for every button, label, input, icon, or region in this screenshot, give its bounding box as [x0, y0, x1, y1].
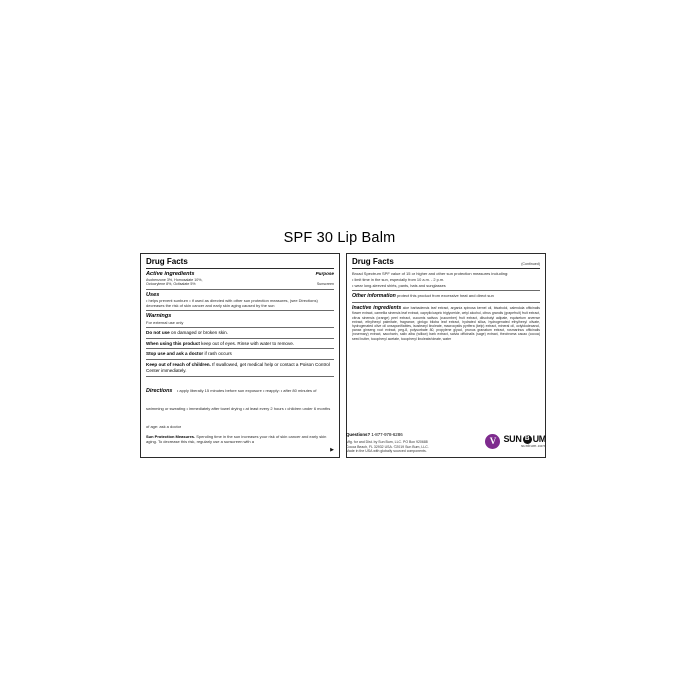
mfg-line: Made in the USA with globally sourced components.	[346, 449, 427, 454]
section-divider	[146, 376, 334, 377]
sun-protection-measures	[146, 434, 334, 444]
heading-rule	[146, 268, 334, 269]
warning-item	[146, 362, 334, 373]
warning-bold: Keep out of reach of children.	[146, 362, 211, 368]
questions-line	[346, 432, 429, 437]
section-divider	[146, 289, 334, 290]
section-divider	[146, 327, 334, 328]
mfg-line: Cocoa Beach, FL 32932 USA. ©2019 Sun Bum, LLC.	[346, 444, 429, 449]
warning-bold: Stop use and ask a doctor	[146, 351, 204, 357]
section-divider	[146, 310, 334, 311]
warning-rest: on damaged or broken skin.	[171, 329, 228, 335]
drug-facts-heading-left: Drug Facts	[146, 257, 188, 266]
uses-label: Uses	[146, 292, 160, 299]
brand-b-badge: B	[523, 435, 532, 444]
brand-sun: SUN	[503, 433, 522, 444]
sun-protection-label: Sun Protection Measures.	[146, 433, 196, 439]
active-ingredients-table	[146, 278, 334, 287]
directions-label: Directions	[146, 387, 173, 394]
sun-bum-logo	[503, 435, 546, 449]
warning-item	[146, 341, 334, 347]
drug-facts-heading-right: Drug Facts	[352, 257, 394, 266]
brand-area	[485, 432, 546, 449]
uses-text: • helps prevent sunburn • if used as directed with other sun protection measures, (see Directions) decreases the risk of skin cancer and early skin aging caused by the sun	[146, 298, 318, 309]
drug-facts-panel-right	[346, 253, 546, 458]
warning-rest: keep out of eyes. Rinse with water to remove.	[201, 340, 295, 346]
section-divider	[352, 290, 540, 291]
spf-bullet: • limit time in the sun, especially from 10 a.m. - 2 p.m.	[352, 277, 445, 283]
heading-rule	[352, 268, 540, 269]
warning-bold: When using this product	[146, 340, 200, 346]
footer-left	[346, 432, 429, 454]
mfg-info	[346, 440, 429, 454]
sun-protection-text: Spending time in the sun increases your risk of skin cancer and early skin aging. To decrease this risk, regularly use a sunscreen with a	[146, 433, 327, 444]
directions-text: • apply liberally 15 minutes before sun exposure • reapply: • after 80 minutes of swimming or sweating • immediately after towel drying • at least every 2 hours • children under 6 months of age: ask a doctor	[146, 387, 331, 429]
other-information-text: protect this product from excessive heat and direct sun	[396, 293, 494, 299]
section-divider	[146, 338, 334, 339]
inactive-ingredients-text: aloe barbadensis leaf extract, arganía spinosa kernel oil, bisabolol, calendula officinalis flower extract, camellia sinensis leaf extract, caprylic/capric triglyceride, cetyl alcohol, citrus grandis (grapefruit) fruit extract, citrus sinensis (orange) peel extract, cucumis sativus (cucumber) fruit extract, diisobutyl adipate, equisetum arvense extract, ethylhexyl palmitate, fragrance, ginkgo biloba leaf extract, hydrated silica, hydrogenated ethylhexyl olivate, hydrogenated olive oil unsaponifiables, isostearyl linoleate, macrocystis pyrifera (kelp) extract, mineral oil, octyldodecanol, panax ginseng root extract, peg-8, polysorbate 80, propylene glycol, prunus granatum extract, rosmarinus officinalis (rosemary) extract, saccharin, salix alba (willow) bark extract, salvia officinalis (sage) extract, theobroma cacao (cocoa) seed butter, tocopheryl acetate, tocopheryl linoleate/oleate, water	[352, 305, 540, 341]
section-divider	[352, 302, 540, 303]
ingredient-name: Avobenzone 3%, Homosalate 10%,	[146, 277, 203, 282]
section-divider	[146, 359, 334, 360]
ingredient-purpose: Sunscreen	[316, 282, 334, 287]
vegan-seal-icon: V	[485, 434, 500, 449]
continued-note: (Continued)	[521, 261, 540, 266]
warnings-label: Warnings	[146, 313, 172, 320]
warning-bold: Do not use	[146, 329, 170, 335]
inactive-ingredients-label: Inactive ingredients	[352, 304, 402, 311]
purpose-label: Purpose	[315, 271, 334, 277]
drug-facts-panels	[140, 253, 546, 458]
warning-rest: If swallowed, get medical help or contact a Poison Control Center immediately.	[146, 362, 330, 373]
section-divider	[146, 348, 334, 349]
drug-facts-panel-left	[140, 253, 340, 458]
drug-facts-heading-row	[352, 258, 540, 267]
spf-bullet: • wear long-sleeved shirts, pants, hats and sunglasses	[352, 283, 446, 289]
mfg-line: Mfg. for and Dist. by Sun Bum, LLC. PO Box 920688	[346, 440, 428, 444]
inactive-ingredients-section	[352, 305, 540, 341]
brand-website[interactable]: sunbum.com	[521, 443, 546, 449]
spf-measures-text: Broad Spectrum SPF value of 15 or higher and other sun protection measures including:	[352, 271, 509, 277]
warning-item	[146, 330, 334, 336]
warnings-external-use: For external use only	[146, 319, 184, 325]
warning-rest: if rash occurs	[204, 351, 232, 357]
warning-item	[146, 351, 334, 357]
ingredient-name: Octocrylene 8%, Octisalate 5%	[146, 282, 196, 287]
directions-section	[146, 379, 334, 433]
questions-phone[interactable]: 1-877-978-6286	[371, 432, 403, 437]
active-ingredients-label: Active ingredients	[146, 271, 195, 278]
table-row	[146, 282, 334, 287]
other-information-label: Other information	[352, 293, 396, 300]
other-information-section	[352, 293, 540, 300]
questions-label: Questions?	[346, 432, 371, 437]
footer	[346, 432, 546, 454]
page-title: SPF 30 Lip Balm	[283, 230, 396, 246]
brand-um: UM	[532, 433, 546, 444]
continue-arrow-icon: ▶	[330, 447, 334, 453]
